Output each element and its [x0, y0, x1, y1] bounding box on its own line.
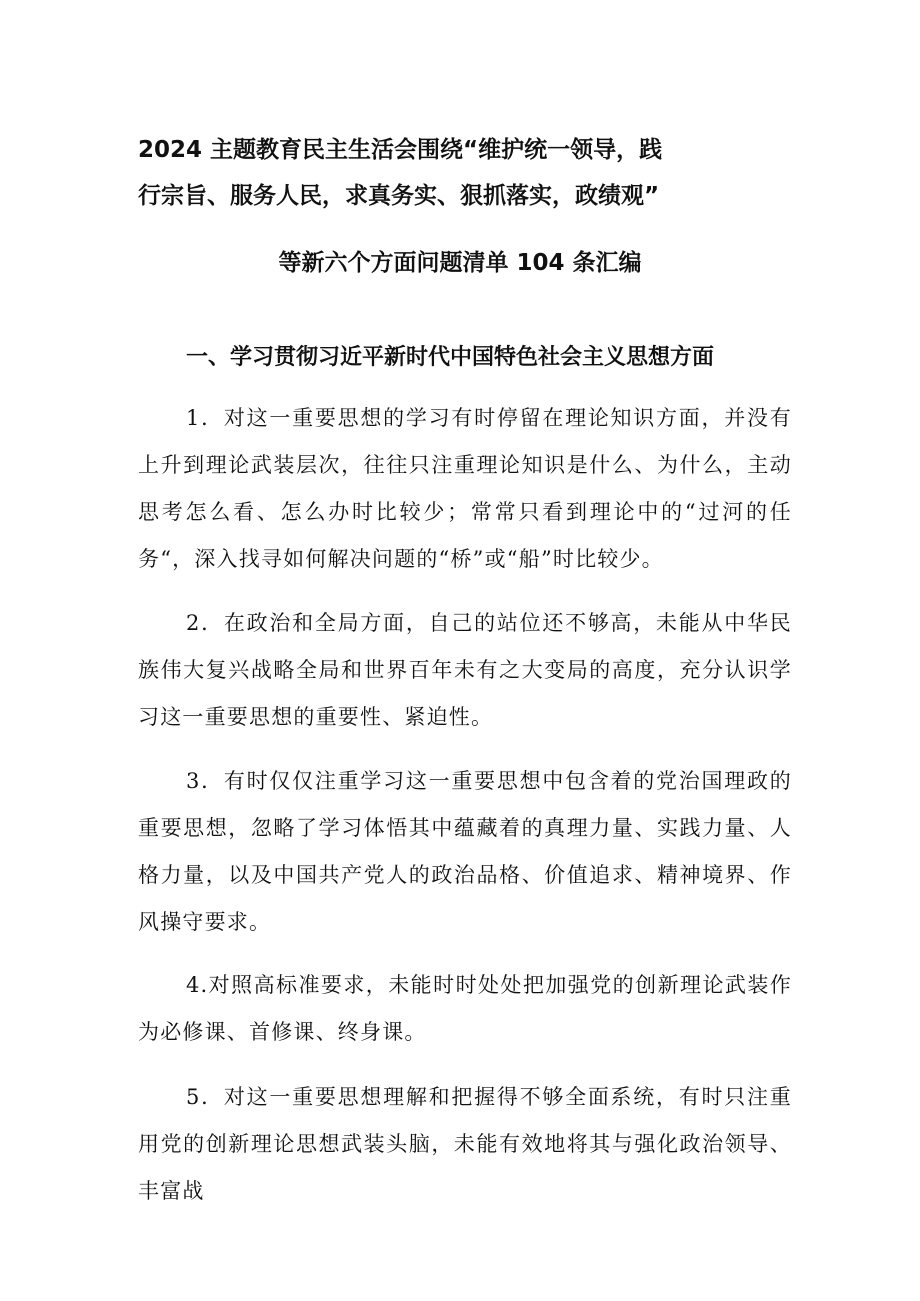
- list-item: 3．有时仅仅注重学习这一重要思想中包含着的党治国理政的重要思想，忽略了学习体悟其中蕴藏着的真理力量、实践力量、人格力量，以及中国共产党人的政治品格、价值追求、精神境界、作风操守要求。: [138, 769, 792, 934]
- list-item: 5．对这一重要思想理解和把握得不够全面系统，有时只注重用党的创新理论思想武装头脑，未能有效地将其与强化政治领导、丰富战: [138, 1085, 792, 1203]
- document-title-line-1: 2024 主题教育民主生活会围绕“维护统一领导，践: [138, 137, 663, 163]
- list-item: 4.对照高标准要求，未能时时处处把加强党的创新理论武装作为必修课、首修课、终身课。: [138, 973, 792, 1044]
- document-title-line-2: 行宗旨、服务人民，求真务实、狠抓落实，政绩观”: [138, 183, 660, 209]
- section-heading: 一、学习贯彻习近平新时代中国特色社会主义思想方面: [186, 345, 715, 370]
- list-item: 2．在政治和全局方面，自己的站位还不够高，未能从中华民族伟大复兴战略全局和世界百年未有之大变局的高度，充分认识学习这一重要思想的重要性、紧迫性。: [138, 611, 792, 729]
- document-title-line-3: 等新六个方面问题清单 104 条汇编: [278, 250, 642, 276]
- list-item: 1．对这一重要思想的学习有时停留在理论知识方面，并没有上升到理论武装层次，往往只注重理论知识是什么、为什么，主动思考怎么看、怎么办时比较少；常常只看到理论中的“过河的任务“，深入找寻如何解决问题的“桥”或“船”时比较少。: [138, 406, 792, 571]
